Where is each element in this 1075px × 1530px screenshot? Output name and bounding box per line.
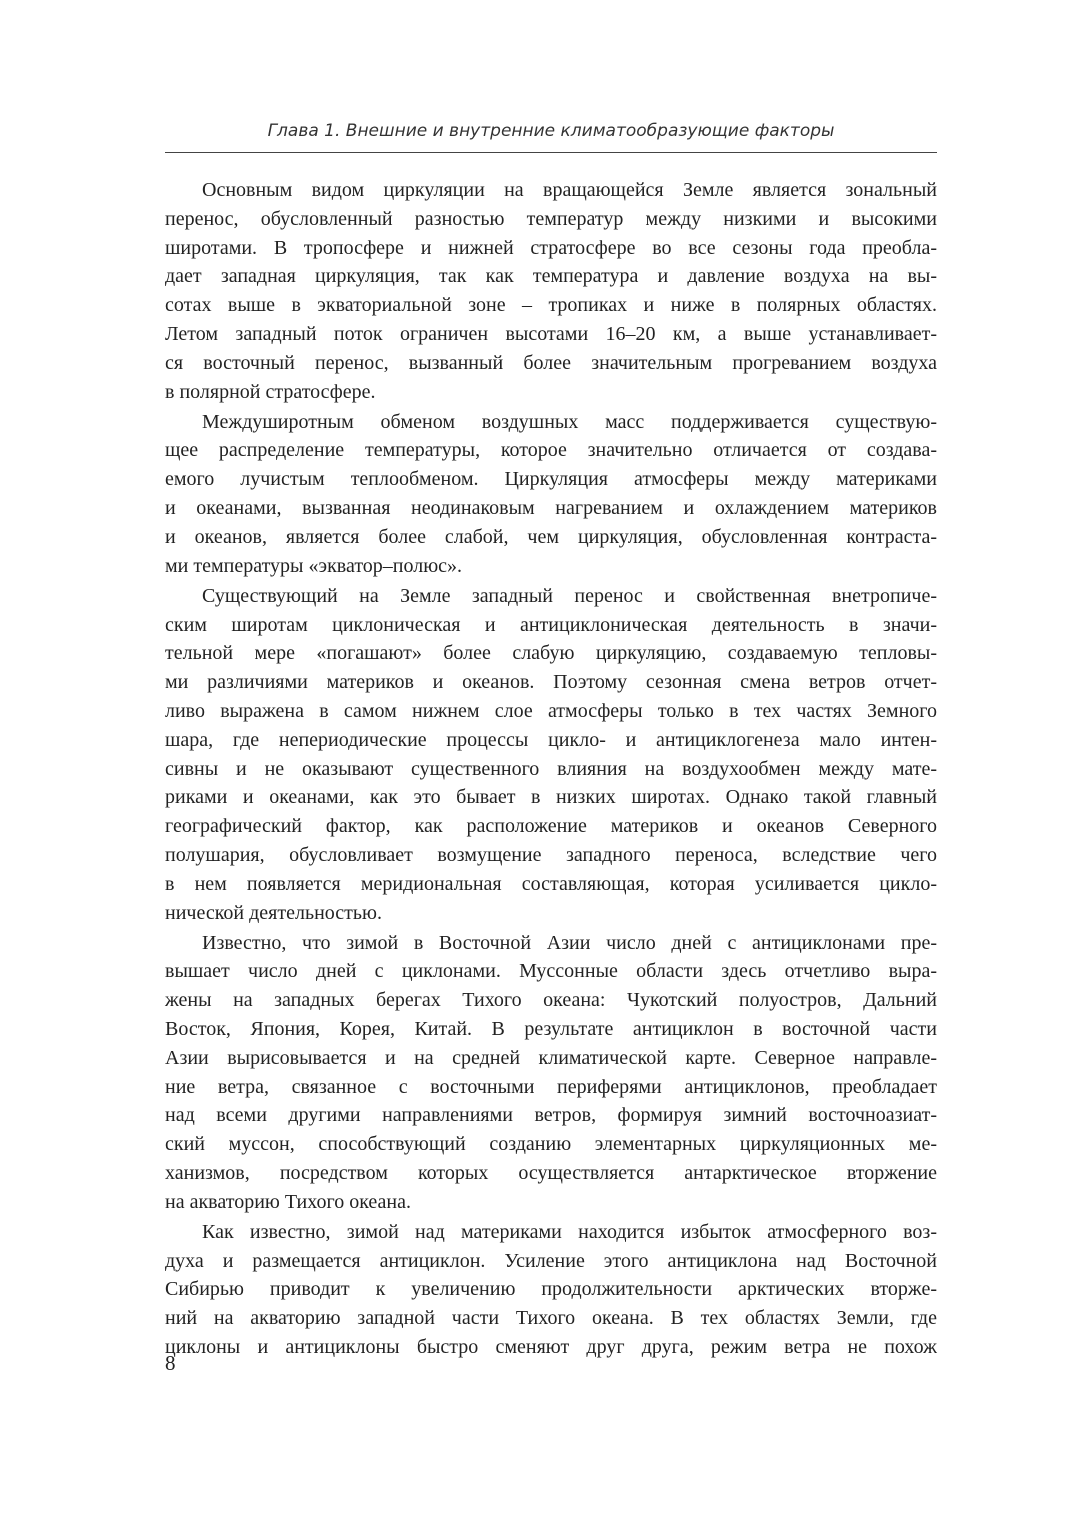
text-line: тельной мере «погашают» более слабую циркуляцию, создаваемую тепловы- [165, 642, 937, 665]
header-rule [165, 152, 937, 153]
text-line: щее распределение температуры, которое значительно отличается от создава- [165, 439, 937, 462]
page-number: 8 [165, 1351, 176, 1375]
text-line: и океанов, является более слабой, чем циркуляция, обусловленная контраста- [165, 525, 937, 548]
paragraph [165, 582, 937, 928]
text-line: ми различиями материков и океанов. Поэтому сезонная смена ветров отчет- [165, 671, 937, 694]
text-line: циклоны и антициклоны быстро сменяют друг друга, режим ветра не похож [165, 1336, 937, 1359]
text-line: Междуширотным обменом воздушных масс поддерживается существую- [202, 410, 937, 433]
text-line: ми температуры «экватор–полюс». [165, 554, 463, 577]
text-line: Летом западный поток ограничен высотами 16–20 км, а выше устанавливает- [165, 322, 937, 345]
text-line: Существующий на Земле западный перенос и свойственная внетропиче- [202, 584, 937, 607]
paragraph [165, 176, 937, 406]
text-line: ний на акваторию западной части Тихого океана. В тех областях Земли, где [165, 1307, 937, 1330]
text-line: вышает число дней с циклонами. Муссонные области здесь отчетливо выра- [165, 960, 937, 983]
text-line: над всеми другими направлениями ветров, формируя зимний восточноазиат- [165, 1104, 937, 1127]
text-line: Основным видом циркуляции на вращающейся Земле является зональный [202, 179, 937, 201]
text-line: емого лучистым теплообменом. Циркуляция атмосферы между материками [165, 468, 937, 491]
text-line: перенос, обусловленный разностью температур между низкими и высокими [165, 207, 937, 230]
text-line: Азии вырисовывается и на средней климатической карте. Северное направле- [165, 1046, 937, 1069]
text-line: сотах выше в экваториальной зоне – тропиках и ниже в полярных областях. [165, 294, 937, 317]
text-line: полушария, обусловливает возмущение западного переноса, вследствие чего [165, 843, 937, 866]
text-line: на акваторию Тихого океана. [165, 1190, 411, 1213]
text-line: Сибирью приводит к увеличению продолжительности арктических вторже- [165, 1278, 937, 1301]
text-line: духа и размещается антициклон. Усиление этого антициклона над Восточной [165, 1249, 937, 1272]
text-line: ливо выражена в самом нижнем слое атмосферы только в тех частях Земного [165, 699, 937, 722]
text-line: шара, где непериодические процессы цикло- и антициклогенеза мало интен- [165, 728, 937, 751]
text-line: жены на западных берегах Тихого океана: Чукотский полуостров, Дальний [165, 989, 937, 1012]
text-line: ся восточный перенос, вызванный более значительным прогреванием воздуха [165, 351, 937, 374]
text-line: в полярной стратосфере. [165, 380, 376, 403]
text-line: в нем появляется меридиональная составляющая, которая усиливается цикло- [165, 872, 937, 895]
paragraph [165, 929, 937, 1217]
running-head: Глава 1. Внешние и внутренние климатообразующие факторы [267, 121, 835, 141]
paragraph [165, 1218, 937, 1362]
text-line: риками и океанами, как это бывает в низких широтах. Однако такой главный [165, 786, 937, 809]
text-line: ский муссон, способствующий созданию элементарных циркуляционных ме- [165, 1133, 937, 1156]
paragraph [165, 408, 937, 581]
text-line: дает западная циркуляция, так как температура и давление воздуха на вы- [165, 265, 937, 288]
text-line: ским широтам циклоническая и антициклоническая деятельность в значи- [165, 613, 937, 636]
text-line: сивны и не оказывают существенного влияния на воздухообмен между мате- [165, 757, 937, 780]
text-line: ние ветра, связанное с восточными периферями антициклонов, преобладает [165, 1075, 937, 1098]
text-line: ханизмов, посредством которых осуществляется антарктическое вторжение [165, 1161, 937, 1184]
text-line: Восток, Япония, Корея, Китай. В результате антициклон в восточной части [165, 1018, 937, 1040]
text-line: Как известно, зимой над материками находится избыток атмосферного воз- [202, 1220, 937, 1243]
body-text [165, 176, 937, 1363]
text-line: широтами. В тропосфере и нижней стратосфере во все сезоны года преобла- [165, 236, 937, 259]
text-line: географический фактор, как расположение материков и океанов Северного [165, 815, 937, 838]
text-line: нической деятельностью. [165, 901, 382, 924]
text-line: и океанами, вызванная неодинаковым нагреванием и охлаждением материков [165, 497, 937, 520]
text-line: Известно, что зимой в Восточной Азии число дней с антициклонами пре- [202, 931, 937, 954]
